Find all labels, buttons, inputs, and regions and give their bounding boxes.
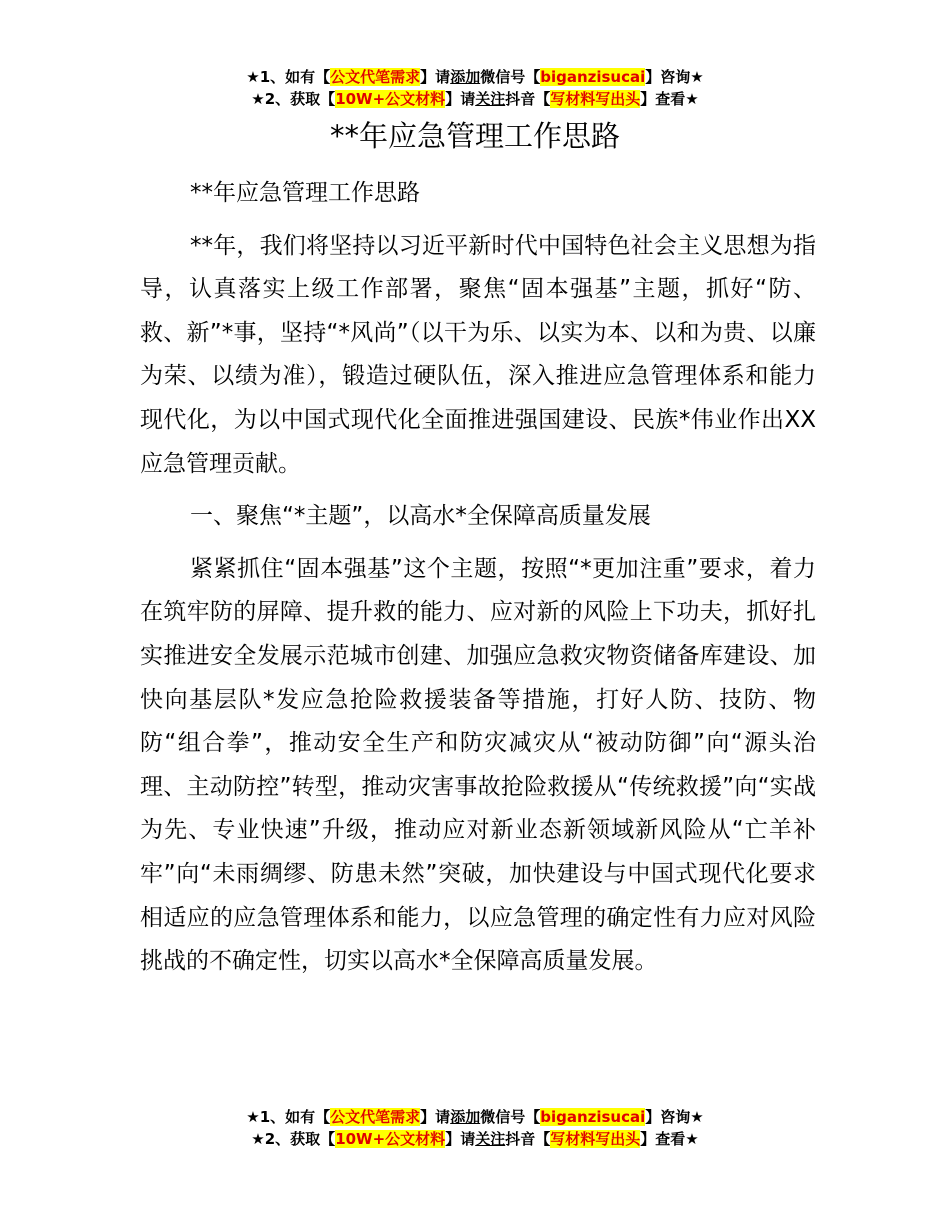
promo-line-1-emphasis: 添加 — [450, 68, 481, 86]
promo-line-2-prefix: ★2、获取【 — [251, 90, 336, 108]
promo-highlight-materials: 10W+公文材料 — [335, 1130, 446, 1148]
promo-highlight-materials: 10W+公文材料 — [335, 90, 446, 108]
promo-line-2-text-b: 抖音【 — [505, 1130, 551, 1148]
promo-highlight-wechat-id: biganzisucai — [540, 68, 646, 86]
document-subtitle: **年应急管理工作思路 — [190, 180, 420, 206]
section-1-heading: 一、聚焦“*主题”，以高水*全保障高质量发展 — [190, 503, 651, 530]
promo-line-1 — [0, 1106, 950, 1128]
promo-line-2-suffix: 】查看★ — [640, 1130, 699, 1148]
promo-line-1-emphasis: 添加 — [450, 1108, 481, 1126]
promo-line-1-text-a: 】请 — [420, 68, 451, 86]
promo-highlight-wechat-id: biganzisucai — [540, 1108, 646, 1126]
promo-banner-bottom — [0, 1106, 950, 1150]
document-title: **年应急管理工作思路 — [329, 119, 620, 153]
promo-line-2 — [0, 88, 950, 110]
promo-line-1-prefix: ★1、如有【 — [246, 68, 331, 86]
intro-paragraph: **年，我们将坚持以习近平新时代中国特色社会主义思想为指导，认真落实上级工作部署，聚焦“固本强基”主题，抓好“防、救、新”*事，坚持“*风尚”（以干为乐、以实为本、以和为贵、以廉为荣、以绩为准），锻造过硬队伍，深入推进应急管理体系和能力现代化，为以中国式现代化全面推进强国建设、民族*伟业作出XX应急管理贡献。 — [140, 232, 816, 477]
promo-highlight-douyin-account: 写材料写出头 — [550, 90, 641, 108]
promo-line-1 — [0, 66, 950, 88]
promo-line-2-emphasis: 关注 — [475, 1130, 506, 1148]
promo-highlight-douyin-account: 写材料写出头 — [550, 1130, 641, 1148]
promo-line-2-text-a: 】请 — [445, 1130, 476, 1148]
promo-line-2-emphasis: 关注 — [475, 90, 506, 108]
promo-line-1-prefix: ★1、如有【 — [246, 1108, 331, 1126]
promo-line-1-suffix: 】咨询★ — [645, 1108, 704, 1126]
promo-line-2-text-b: 抖音【 — [505, 90, 551, 108]
promo-line-2-suffix: 】查看★ — [640, 90, 699, 108]
promo-line-2-text-a: 】请 — [445, 90, 476, 108]
promo-highlight-service: 公文代笔需求 — [330, 1108, 421, 1126]
document-body — [140, 172, 816, 993]
promo-line-1-suffix: 】咨询★ — [645, 68, 704, 86]
promo-banner-top — [0, 66, 950, 110]
promo-line-1-text-b: 微信号【 — [480, 68, 541, 86]
promo-highlight-service: 公文代笔需求 — [330, 68, 421, 86]
promo-line-2 — [0, 1128, 950, 1150]
promo-line-1-text-b: 微信号【 — [480, 1108, 541, 1126]
promo-line-1-text-a: 】请 — [420, 1108, 451, 1126]
promo-line-2-prefix: ★2、获取【 — [251, 1130, 336, 1148]
section-1-paragraph: 紧紧抓住“固本强基”这个主题，按照“*更加注重”要求，着力在筑牢防的屏障、提升救的能力、应对新的风险上下功夫，抓好扎实推进安全发展示范城市创建、加强应急救灾物资储备库建设、加快向基层队*发应急抢险救援装备等措施，打好人防、技防、物防“组合拳”，推动安全生产和防灾减灾从“被动防御”向“源头治理、主动防控”转型，推动灾害事故抢险救援从“传统救援”向“实战为先、专业快速”升级，推动应对新业态新领域新风险从“亡羊补牢”向“未雨绸缪、防患未然”突破，加快建设与中国式现代化要求相适应的应急管理体系和能力，以应急管理的确定性有力应对风险挑战的不确定性，切实以高水*全保障高质量发展。 — [140, 555, 816, 975]
